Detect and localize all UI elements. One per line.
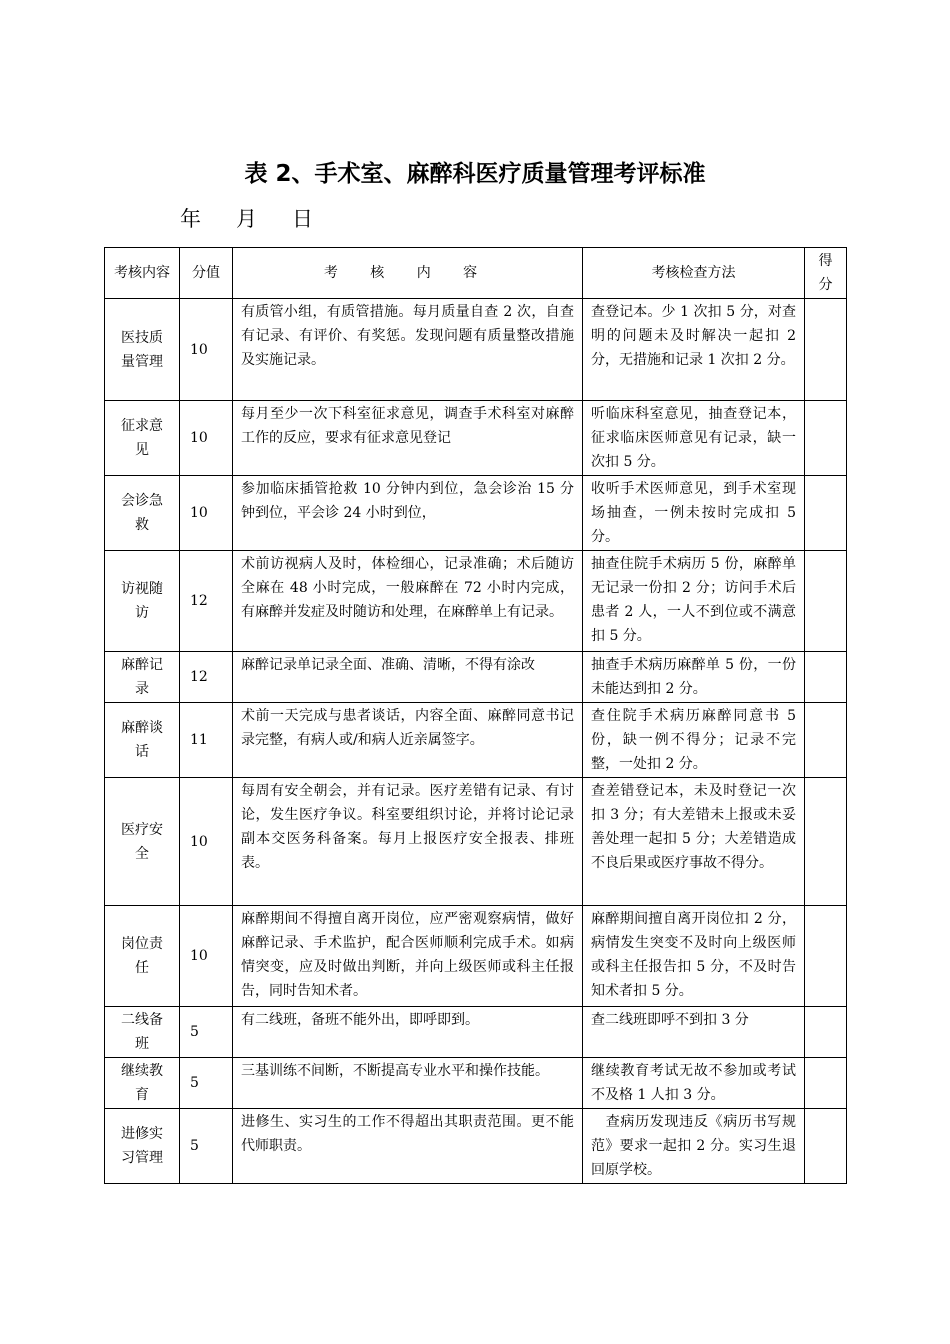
row-method: 查住院手术病历麻醉同意书 5 份，缺一例不得分；记录不完整，一处扣 2 分。 (583, 703, 805, 778)
row-score: 10 (180, 906, 233, 1007)
row-content: 每月至少一次下科室征求意见，调查手术科室对麻醉工作的反应，要求有征求意见登记 (233, 401, 583, 476)
row-item: 继续教育 (105, 1058, 180, 1109)
table-row (105, 1007, 847, 1058)
row-got-input[interactable] (805, 1109, 847, 1184)
row-got-input[interactable] (805, 1058, 847, 1109)
row-content: 麻醉记录单记录全面、准确、清晰，不得有涂改 (233, 652, 583, 703)
row-item: 征求意见 (105, 401, 180, 476)
row-method: 抽查住院手术病历 5 份，麻醉单无记录一份扣 2 分；访问手术后患者 2 人，一人不到位或不满意扣 5 分。 (583, 551, 805, 652)
row-item: 岗位责任 (105, 906, 180, 1007)
row-got-input[interactable] (805, 906, 847, 1007)
row-method: 查二线班即呼不到扣 3 分 (583, 1007, 805, 1058)
header-got: 得分 (805, 248, 847, 299)
table-row (105, 652, 847, 703)
row-item: 医疗安全 (105, 778, 180, 906)
row-score: 5 (180, 1007, 233, 1058)
row-content: 每周有安全朝会，并有记录。医疗差错有记录、有讨论，发生医疗争议。科室要组织讨论，并将讨论记录副本交医务科备案。每月上报医疗安全报表、排班表。 (233, 778, 583, 906)
row-got-input[interactable] (805, 401, 847, 476)
table-row (105, 476, 847, 551)
row-score: 10 (180, 476, 233, 551)
row-score: 10 (180, 401, 233, 476)
row-item: 麻醉谈话 (105, 703, 180, 778)
date-year-label: 年 (180, 207, 201, 231)
row-got-input[interactable] (805, 703, 847, 778)
row-score: 12 (180, 551, 233, 652)
row-method: 抽查手术病历麻醉单 5 份，一份未能达到扣 2 分。 (583, 652, 805, 703)
row-got-input[interactable] (805, 1007, 847, 1058)
table-row (105, 551, 847, 652)
row-content: 三基训练不间断，不断提高专业水平和操作技能。 (233, 1058, 583, 1109)
table-row (105, 1058, 847, 1109)
row-item: 麻醉记录 (105, 652, 180, 703)
row-method: 听临床科室意见，抽查登记本，征求临床医师意见有记录，缺一次扣 5 分。 (583, 401, 805, 476)
row-score: 10 (180, 778, 233, 906)
table-header-row (105, 248, 847, 299)
date-month-label: 月 (236, 207, 257, 231)
row-item: 访视随访 (105, 551, 180, 652)
row-got-input[interactable] (805, 652, 847, 703)
row-method: 查登记本。少 1 次扣 5 分，对查明的问题未及时解决一起扣 2 分，无措施和记录 1 次扣 2 分。 (583, 299, 805, 401)
row-got-input[interactable] (805, 778, 847, 906)
header-method: 考核检查方法 (583, 248, 805, 299)
table-row (105, 401, 847, 476)
row-content: 麻醉期间不得擅自离开岗位，应严密观察病情，做好麻醉记录、手术监护，配合医师顺利完成手术。如病情突变，应及时做出判断，并向上级医师或科主任报告，同时告知术者。 (233, 906, 583, 1007)
row-score: 11 (180, 703, 233, 778)
table-row (105, 1109, 847, 1184)
evaluation-table (104, 247, 847, 1184)
table-row (105, 906, 847, 1007)
row-content: 参加临床插管抢救 10 分钟内到位，急会诊治 15 分钟到位，平会诊 24 小时到位， (233, 476, 583, 551)
row-item: 二线备班 (105, 1007, 180, 1058)
row-score: 5 (180, 1109, 233, 1184)
date-day-label: 日 (292, 207, 313, 231)
row-item: 进修实习管理 (105, 1109, 180, 1184)
table-row (105, 703, 847, 778)
row-method: 查病历发现违反《病历书写规范》要求一起扣 2 分。实习生退回原学校。 (583, 1109, 805, 1184)
row-content: 有质管小组，有质管措施。每月质量自查 2 次，自查有记录、有评价、有奖惩。发现问题有质量整改措施及实施记录。 (233, 299, 583, 401)
row-got-input[interactable] (805, 551, 847, 652)
row-method: 继续教育考试无故不参加或考试不及格 1 人扣 3 分。 (583, 1058, 805, 1109)
row-score: 12 (180, 652, 233, 703)
row-got-input[interactable] (805, 476, 847, 551)
date-line (180, 205, 313, 233)
row-method: 查差错登记本，未及时登记一次扣 3 分；有大差错未上报或未妥善处理一起扣 5 分；大差错造成不良后果或医疗事故不得分。 (583, 778, 805, 906)
header-score: 分值 (180, 248, 233, 299)
row-method: 麻醉期间擅自离开岗位扣 2 分，病情发生突变不及时向上级医师或科主任报告扣 5 分，不及时告知术者扣 5 分。 (583, 906, 805, 1007)
header-content: 考 核 内 容 (233, 248, 583, 299)
header-item: 考核内容 (105, 248, 180, 299)
row-score: 10 (180, 299, 233, 401)
row-got-input[interactable] (805, 299, 847, 401)
document-title: 表 2、手术室、麻醉科医疗质量管理考评标准 (244, 161, 706, 187)
row-item: 会诊急救 (105, 476, 180, 551)
row-content: 术前一天完成与患者谈话，内容全面、麻醉同意书记录完整，有病人或/和病人近亲属签字。 (233, 703, 583, 778)
row-method: 收听手术医师意见，到手术室现场抽查，一例未按时完成扣 5 分。 (583, 476, 805, 551)
row-content: 术前访视病人及时，体检细心，记录准确；术后随访全麻在 48 小时完成，一般麻醉在 72 小时内完成，有麻醉并发症及时随访和处理，在麻醉单上有记录。 (233, 551, 583, 652)
table-row (105, 778, 847, 906)
row-content: 进修生、实习生的工作不得超出其职责范围。更不能代师职责。 (233, 1109, 583, 1184)
row-score: 5 (180, 1058, 233, 1109)
row-item: 医技质量管理 (105, 299, 180, 401)
row-content: 有二线班，备班不能外出，即呼即到。 (233, 1007, 583, 1058)
table-row (105, 299, 847, 401)
